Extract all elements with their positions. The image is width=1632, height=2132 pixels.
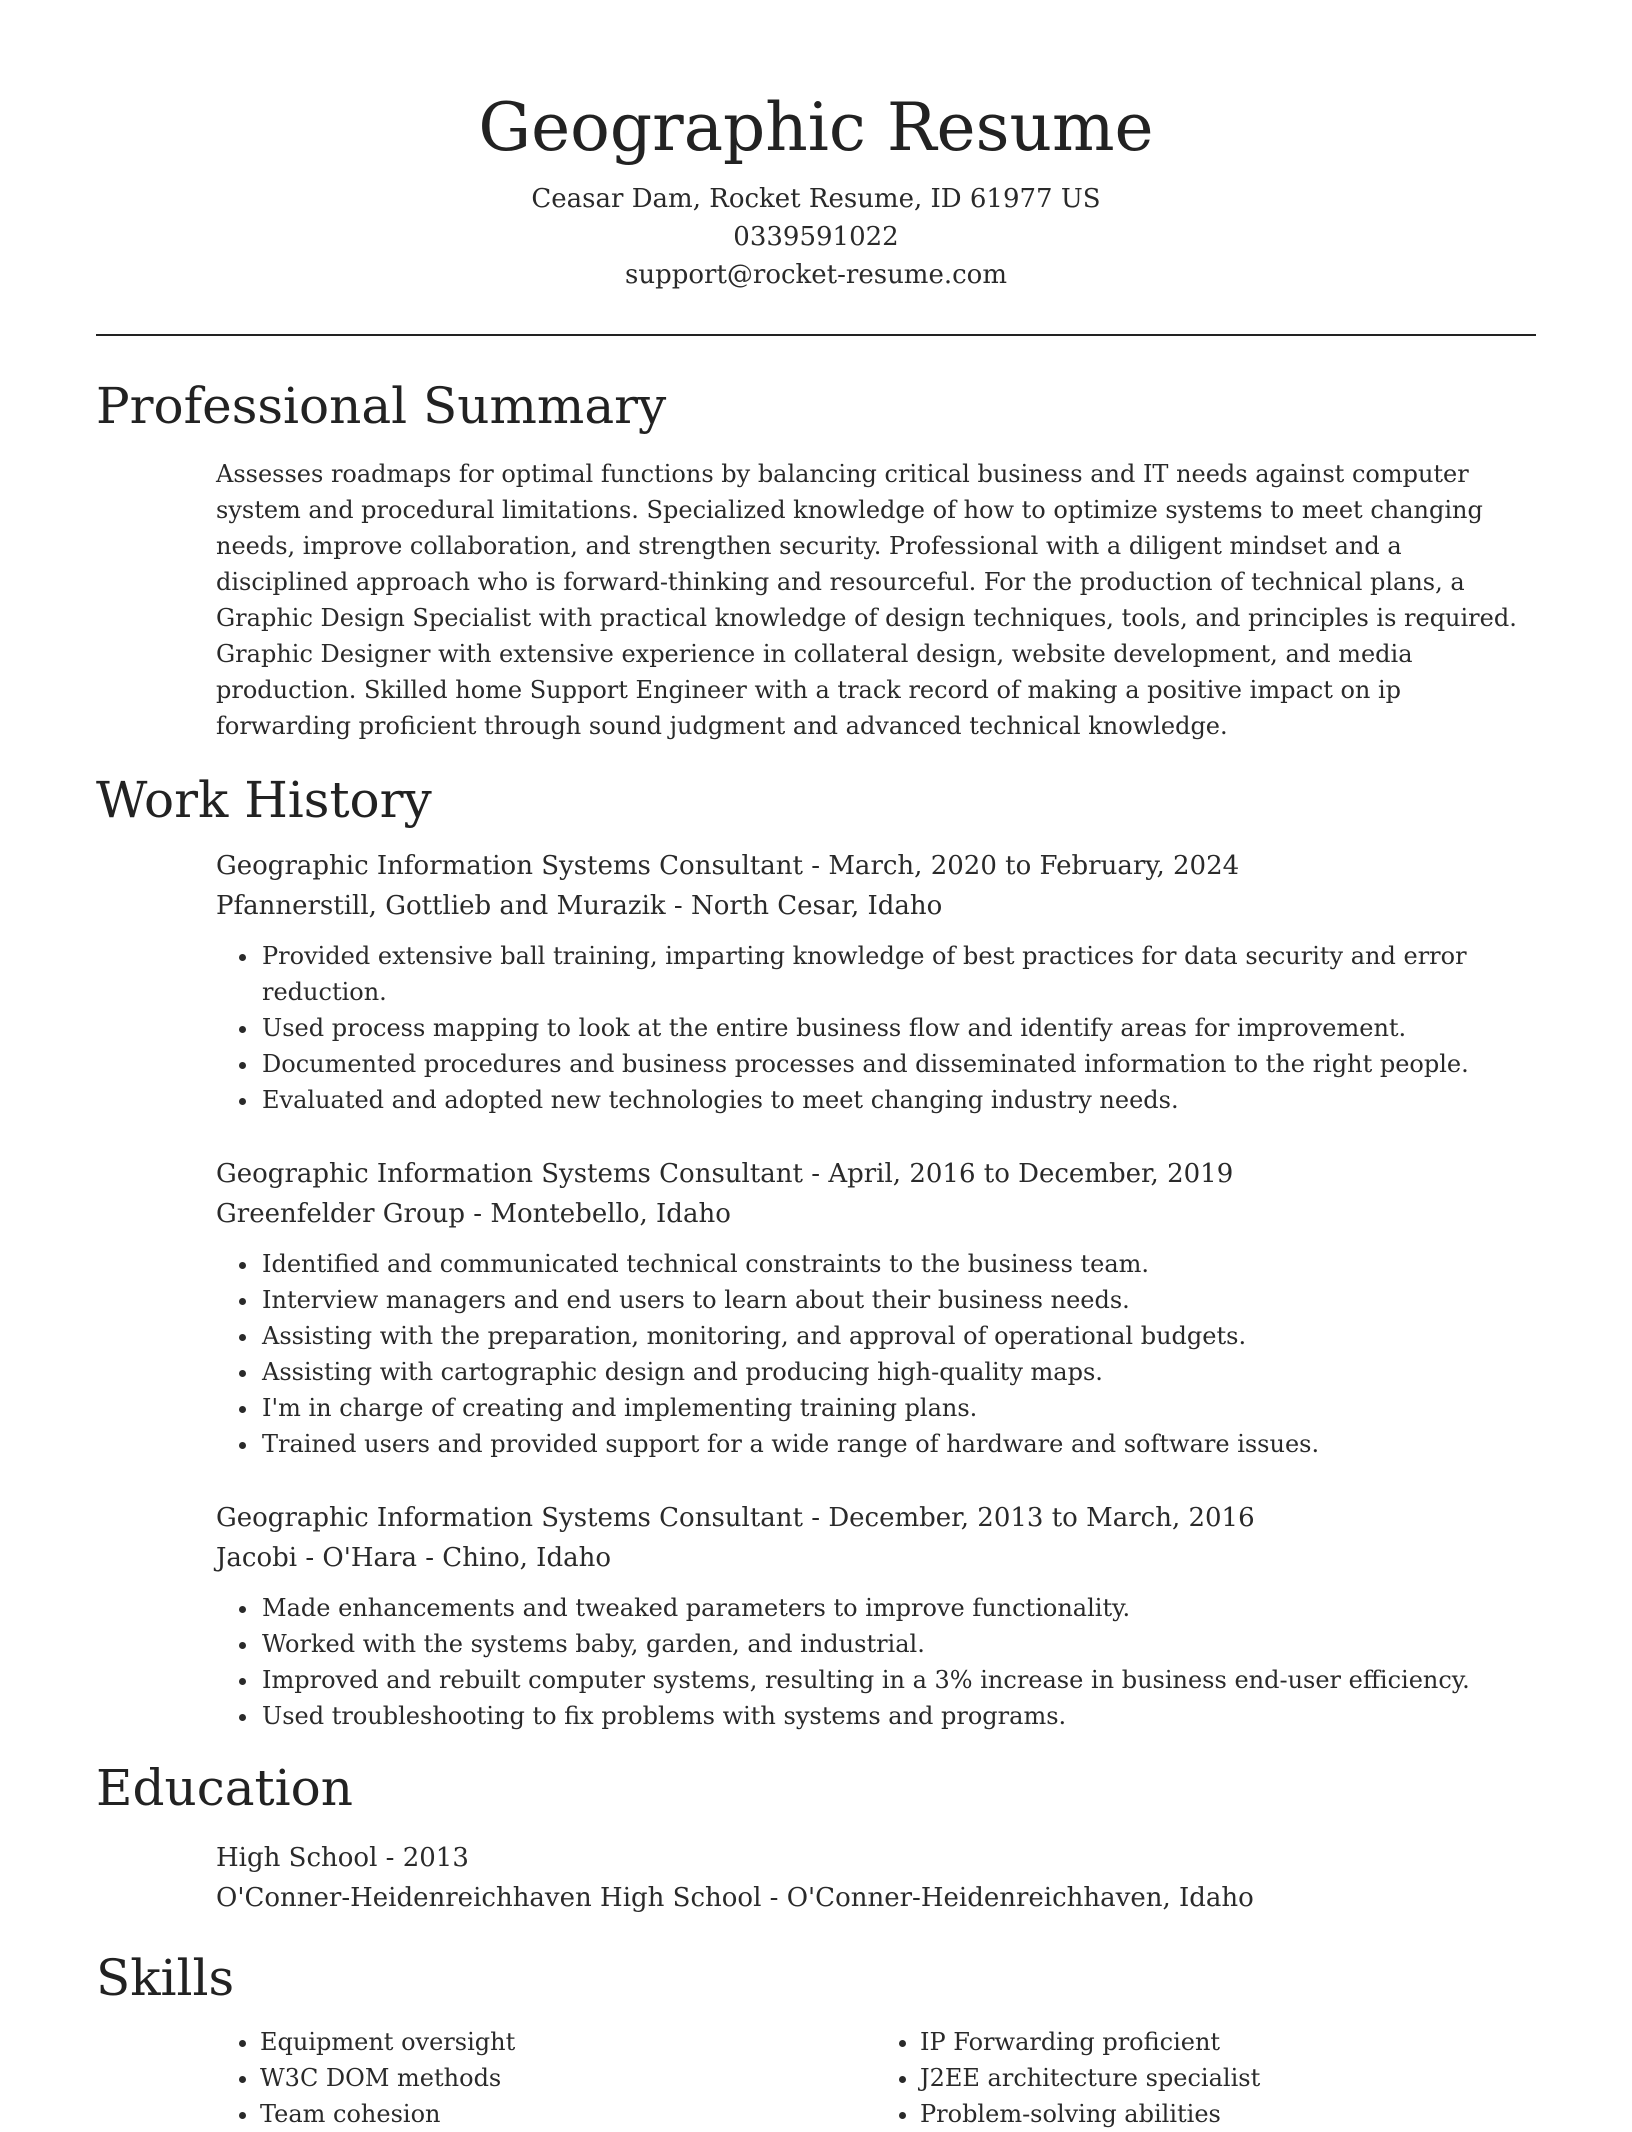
job-dates: - December, 2013 to March, 2016 [803,1503,1255,1533]
job-location: - Chino, Idaho [416,1543,611,1573]
contact-email: support@rocket-resume.com [624,260,1007,290]
resume-title: Geographic Resume [478,89,1154,166]
job-entry [216,846,1536,1118]
contact-block [96,180,1536,294]
education-section [216,1838,1536,1918]
contact-address: Ceasar Dam, Rocket Resume, ID 61977 US [531,184,1101,214]
list-item: • Provided extensive ball training, imparting knowledge of best practices for data security and error reduction. [260,938,1536,1010]
list-item: • Equipment oversight [260,2024,876,2060]
job-title-line [216,846,1536,886]
job-title-line [216,1154,1536,1194]
skills-column-left [216,2024,876,2132]
job-title-line [216,1498,1536,1538]
list-item: • J2EE architecture specialist [920,2060,1536,2096]
list-item: • I'm in charge of creating and implementing training plans. [260,1390,1536,1426]
job-dates: - March, 2020 to February, 2024 [803,851,1240,881]
job-entry [216,1154,1536,1462]
job-company: Jacobi - O'Hara [216,1543,417,1573]
list-item: • Used troubleshooting to fix problems with systems and programs. [260,1698,1536,1734]
education-heading: Education [96,1759,353,1817]
job-bullets [216,938,1536,1118]
education-school: O'Conner-Heidenreichhaven High School [216,1883,762,1913]
list-item: • Improved and rebuilt computer systems, resulting in a 3% increase in business end-user efficiency. [260,1662,1536,1698]
list-item: • Team cohesion [260,2096,876,2132]
job-role: Geographic Information Systems Consultant [216,1159,803,1189]
summary-heading: Professional Summary [96,377,667,435]
skills-column-right [876,2024,1536,2132]
list-item: • Identified and communicated technical constraints to the business team. [260,1246,1536,1282]
job-company-line [216,1194,1536,1234]
education-location: - O'Conner-Heidenreichhaven, Idaho [761,1883,1254,1913]
list-item: • Documented procedures and business processes and disseminated information to the right people. [260,1046,1536,1082]
work-history-section [216,846,1536,1734]
list-item: • Problem-solving abilities [920,2096,1536,2132]
job-company: Greenfelder Group [216,1199,466,1229]
list-item: • Assisting with the preparation, monitoring, and approval of operational budgets. [260,1318,1536,1354]
job-bullets [216,1246,1536,1462]
job-location: - Montebello, Idaho [465,1199,731,1229]
list-item: • Evaluated and adopted new technologies to meet changing industry needs. [260,1082,1536,1118]
job-location: - North Cesar, Idaho [665,891,943,921]
job-dates: - April, 2016 to December, 2019 [803,1159,1234,1189]
list-item: • Assisting with cartographic design and producing high-quality maps. [260,1354,1536,1390]
contact-phone: 0339591022 [733,222,899,252]
education-school-line [216,1878,1536,1918]
list-item: • Made enhancements and tweaked parameters to improve functionality. [260,1590,1536,1626]
summary-text: Assesses roadmaps for optimal functions by balancing critical business and IT needs against computer system and procedural limitations. Specialized knowledge of how to optimize systems to meet changing needs, improve collaboration, and strengthen security. Professional with a diligent mindset and a disciplined approach who is forward-thinking and resourceful. For the production of technical plans, a Graphic Design Specialist with practical knowledge of design techniques, tools, and principles is required. Graphic Designer with extensive experience in collateral design, website development, and media production. Skilled home Support Engineer with a track record of making a positive impact on ip forwarding proficient through sound judgment and advanced technical knowledge. [216,460,1517,740]
job-role: Geographic Information Systems Consultant [216,851,803,881]
skills-section [216,2024,1536,2132]
skills-heading: Skills [96,1949,235,2007]
work-history-heading: Work History [96,771,432,829]
education-year: - 2013 [377,1843,469,1873]
list-item: • Trained users and provided support for a wide range of hardware and software issues. [260,1426,1536,1462]
education-degree: High School [216,1843,378,1873]
job-role: Geographic Information Systems Consultant [216,1503,803,1533]
resume-header [96,0,1536,294]
job-company: Pfannerstill, Gottlieb and Murazik [216,891,666,921]
job-entry [216,1498,1536,1734]
job-company-line [216,886,1536,926]
list-item: • Worked with the systems baby, garden, and industrial. [260,1626,1536,1662]
list-item: • Interview managers and end users to learn about their business needs. [260,1282,1536,1318]
job-bullets [216,1590,1536,1734]
list-item: • W3C DOM methods [260,2060,876,2096]
header-divider [96,334,1536,336]
list-item: • Used process mapping to look at the entire business flow and identify areas for improvement. [260,1010,1536,1046]
resume-page [96,0,1536,2132]
summary-section [216,456,1536,744]
education-degree-line [216,1838,1536,1878]
list-item: • IP Forwarding proficient [920,2024,1536,2060]
job-company-line [216,1538,1536,1578]
